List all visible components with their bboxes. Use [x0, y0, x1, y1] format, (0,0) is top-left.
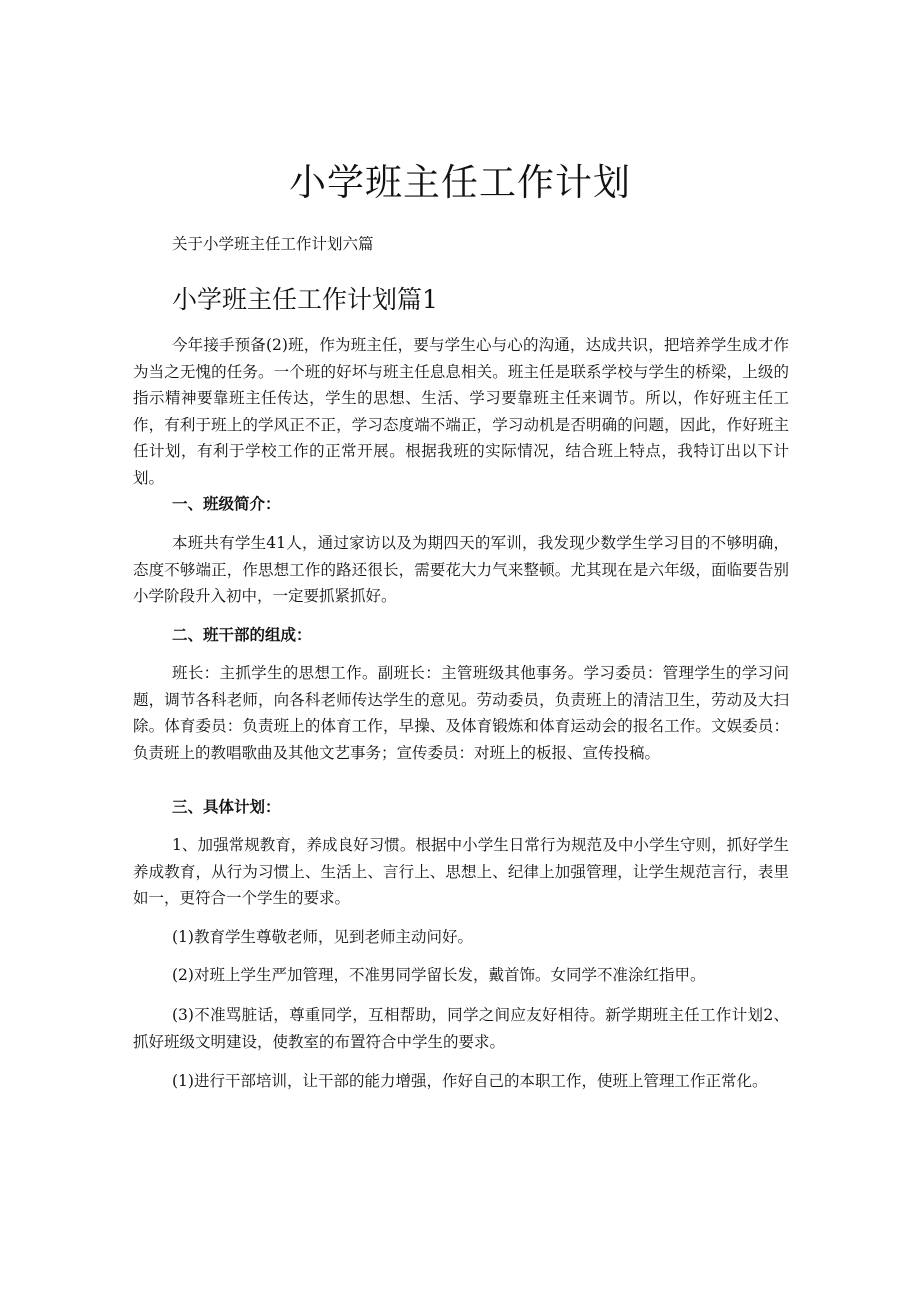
section-title: 小学班主任工作计划篇1: [172, 285, 438, 314]
plan-subitem-1-1: (1)教育学生尊敬老师，见到老师主动问好。: [172, 928, 473, 946]
heading-class-intro: 一、班级简介：: [172, 495, 281, 513]
document-title: 小学班主任工作计划: [289, 161, 631, 204]
plan-subitem-1-3: (3)不准骂脏话，尊重同学，互相帮助，同学之间应友好相待。新学期班主任工作计划2、抓好班级文明建设，使教室的布置符合中学生的要求。: [133, 1006, 789, 1051]
plan-item-1: 1、加强常规教育，养成良好习惯。根据中小学生日常行为规范及中小学生守则，抓好学生养成教育，从行为习惯上、生活上、言行上、思想上、纪律上加强管理，让学生规范言行，表里如一，更符合一个学生的要求。: [133, 836, 789, 907]
class-intro-paragraph: 本班共有学生41人，通过家访以及为期四天的军训，我发现少数学生学习目的不够明确，态度不够端正，作思想工作的路还很长，需要花大力气来整顿。尤其现在是六年级，面临要告别小学阶段升入初中，一定要抓紧抓好。: [133, 534, 789, 605]
heading-class-cadres: 二、班干部的组成：: [172, 626, 312, 644]
heading-specific-plan: 三、具体计划：: [172, 798, 281, 816]
class-cadres-paragraph: 班长：主抓学生的思想工作。副班长：主管班级其他事务。学习委员：管理学生的学习问题，调节各科老师，向各科老师传达学生的意见。劳动委员，负责班上的清洁卫生，劳动及大扫除。体育委员：负责班上的体育工作，早操、及体育锻炼和体育运动会的报名工作。文娱委员：负责班上的教唱歌曲及其他文艺事务；宣传委员：对班上的板报、宣传投稿。: [133, 664, 789, 762]
plan-subitem-2-1: (1)进行干部培训，让干部的能力增强，作好自己的本职工作，使班上管理工作正常化。: [172, 1072, 768, 1090]
intro-paragraph: 今年接手预备(2)班，作为班主任，要与学生心与心的沟通，达成共识，把培养学生成才作为当之无愧的任务。一个班的好坏与班主任息息相关。班主任是联系学校与学生的桥梁，上级的指示精神要靠班主任传达，学生的思想、生活、学习要靠班主任来调节。所以，作好班主任工作，有利于班上的学风正不正，学习态度端不端正，学习动机是否明确的问题，因此，作好班主任计划，有利于学校工作的正常开展。根据我班的实际情况，结合班上特点，我特订出以下计划。: [133, 336, 789, 487]
document-subtitle: 关于小学班主任工作计划六篇: [172, 235, 374, 253]
plan-subitem-1-2: (2)对班上学生严加管理，不准男同学留长发，戴首饰。女同学不准涂红指甲。: [172, 966, 706, 984]
